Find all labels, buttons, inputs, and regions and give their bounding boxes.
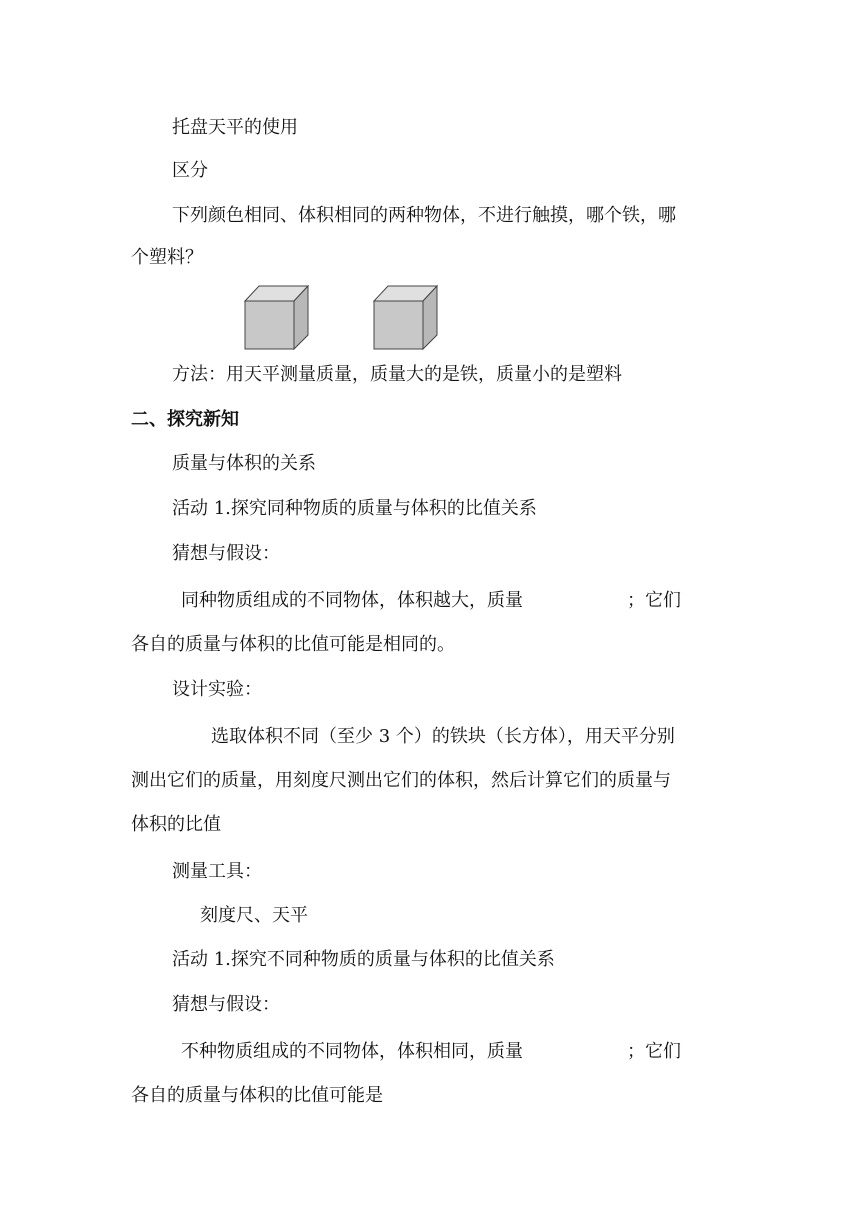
topic-mass-volume: 质量与体积的关系 [172, 453, 316, 474]
method-line: 方法：用天平测量质量，质量大的是铁，质量小的是塑料 [172, 364, 622, 385]
tools-list: 刻度尺、天平 [200, 905, 308, 926]
cube-figure-right [373, 285, 439, 351]
experiment-line-3: 体积的比值 [131, 814, 221, 835]
activity-2-title: 活动 1.探究不同种物质的质量与体积的比值关系 [172, 949, 555, 970]
subheading-distinguish: 区分 [172, 160, 208, 181]
experiment-line-2: 测出它们的质量，用刻度尺测出它们的体积，然后计算它们的质量与 [131, 770, 671, 791]
cube-figure-left [244, 285, 310, 351]
experiment-line-1: 选取体积不同（至少 3 个）的铁块（长方体），用天平分别 [211, 726, 675, 747]
hypothesis-2-line-2: 各自的质量与体积的比值可能是 [131, 1085, 383, 1106]
activity-1-title: 活动 1.探究同种物质的质量与体积的比值关系 [172, 498, 537, 519]
heading-balance-usage: 托盘天平的使用 [172, 117, 298, 138]
hypothesis-1-line-2: 各自的质量与体积的比值可能是相同的。 [131, 634, 455, 655]
hypothesis-2-text-b: ；它们 [627, 1041, 681, 1062]
hypothesis-1-line-1 [181, 589, 681, 613]
question-line-2: 个塑料？ [131, 247, 203, 268]
hypothesis-label-1: 猜想与假设： [172, 543, 280, 564]
hypothesis-1-text-b: ；它们 [627, 590, 681, 611]
hypothesis-1-text-a: 同种物质组成的不同物体，体积越大，质量 [181, 590, 523, 611]
tools-label: 测量工具： [172, 861, 262, 882]
question-line-1: 下列颜色相同、体积相同的两种物体，不进行触摸，哪个铁，哪 [172, 205, 676, 226]
hypothesis-label-2: 猜想与假设： [172, 994, 280, 1015]
hypothesis-2-text-a: 不种物质组成的不同物体，体积相同，质量 [181, 1041, 523, 1062]
section-heading-explore: 二、探究新知 [131, 409, 239, 430]
hypothesis-2-line-1 [181, 1040, 681, 1064]
design-experiment-label: 设计实验： [172, 679, 262, 700]
